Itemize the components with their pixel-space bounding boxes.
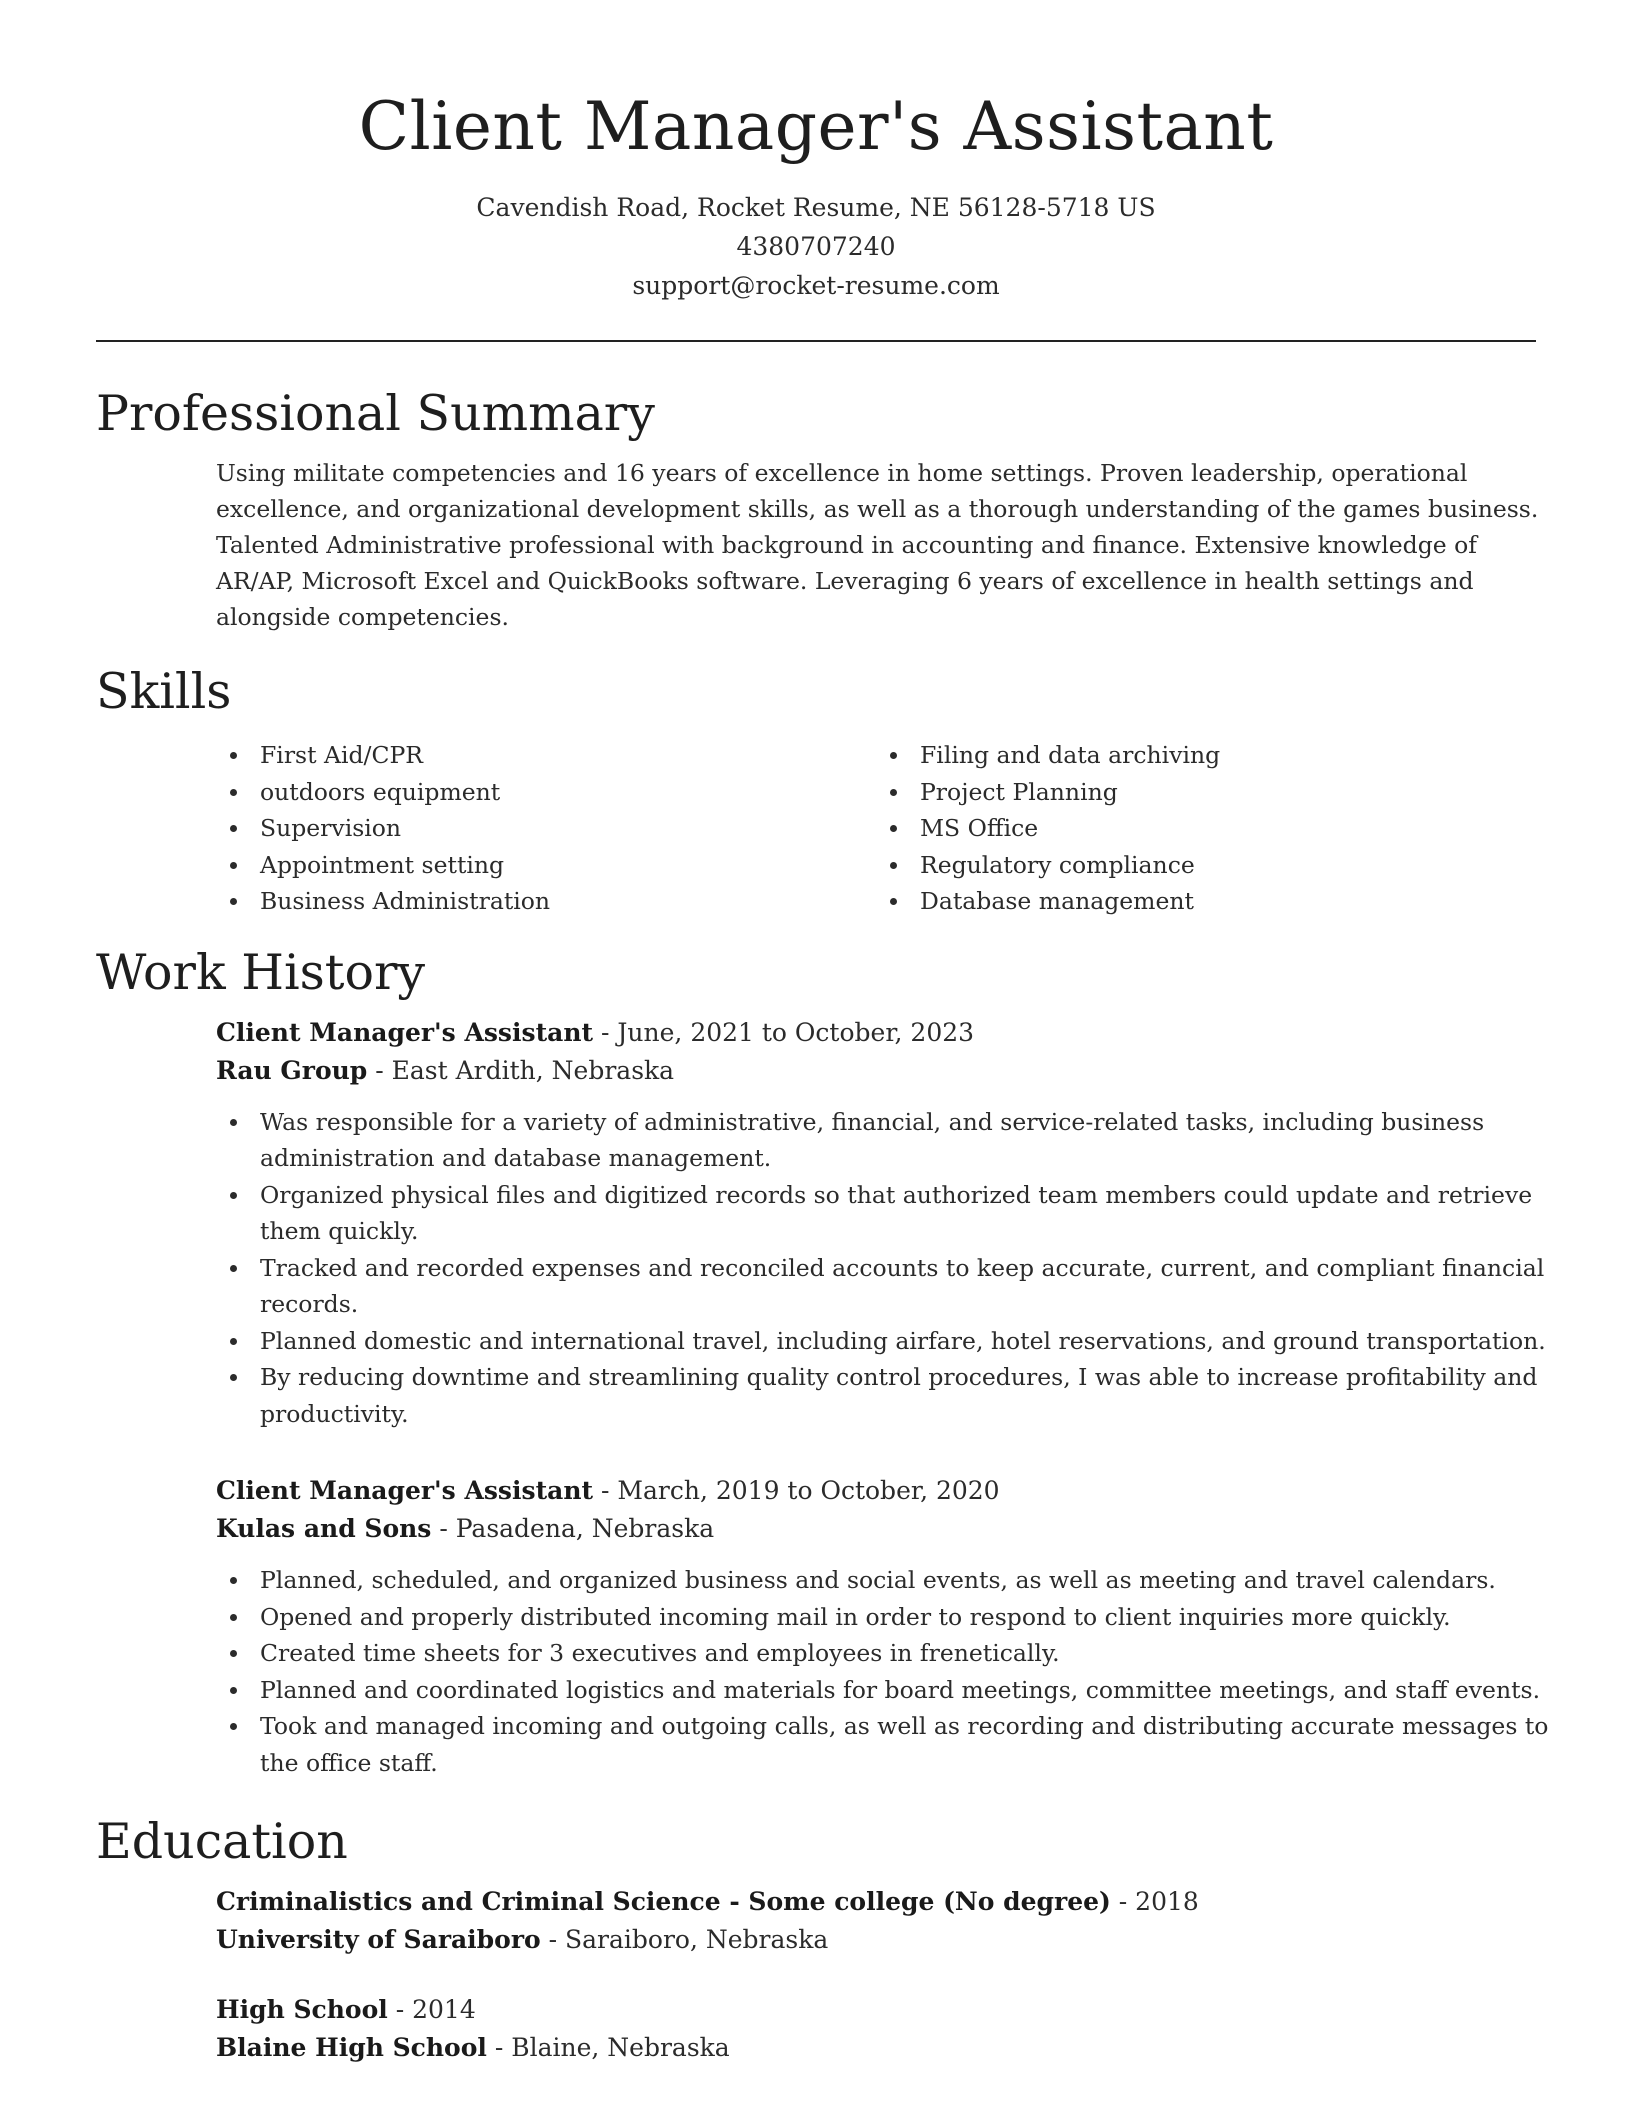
- job-bullet: Planned, scheduled, and organized business and social events, as well as meeting and travel calendars.: [260, 1562, 1550, 1599]
- skills-heading: Skills: [96, 663, 232, 720]
- job-entry: [216, 1472, 1549, 1781]
- job-role: Client Manager's Assistant: [216, 1476, 594, 1505]
- job-dates: - March, 2019 to October, 2020: [593, 1476, 1000, 1505]
- degree: High School: [216, 1995, 388, 2024]
- skills-column-left: [216, 737, 876, 920]
- education-entry: [216, 1991, 1536, 2067]
- graduation-year: - 2014: [387, 1995, 476, 2024]
- school-name: University of Saraiboro: [216, 1925, 541, 1954]
- job-location: - Pasadena, Nebraska: [431, 1514, 715, 1543]
- skill-item: Regulatory compliance: [920, 847, 1536, 884]
- job-dates: - June, 2021 to October, 2023: [593, 1017, 975, 1047]
- skill-item: Supervision: [260, 810, 876, 847]
- job-bullet: Opened and properly distributed incoming mail in order to respond to client inquiries more quickly.: [260, 1599, 1550, 1636]
- job-location: - East Ardith, Nebraska: [367, 1055, 675, 1085]
- skill-item: Filing and data archiving: [920, 737, 1536, 774]
- job-title-line: [216, 1472, 1536, 1510]
- work-history-heading: Work History: [96, 943, 426, 1001]
- skill-item: outdoors equipment: [260, 774, 876, 811]
- school-line: [216, 2029, 1536, 2067]
- school-location: - Blaine, Nebraska: [486, 2033, 730, 2062]
- job-role: Client Manager's Assistant: [216, 1017, 594, 1047]
- school-line: [216, 1921, 1536, 1959]
- contact-block: [96, 188, 1536, 305]
- job-bullet: Planned and coordinated logistics and materials for board meetings, committee meetings, and staff events.: [260, 1672, 1550, 1709]
- job-bullet: Tracked and recorded expenses and reconciled accounts to keep accurate, current, and compliant financial records.: [260, 1250, 1550, 1323]
- graduation-year: - 2018: [1110, 1887, 1199, 1916]
- phone: 4380707240: [736, 232, 896, 261]
- skill-item: First Aid/CPR: [260, 737, 876, 774]
- job-bullet: Took and managed incoming and outgoing calls, as well as recording and distributing accurate messages to the office staff.: [260, 1708, 1550, 1781]
- header-divider: [96, 340, 1536, 342]
- skills-column-right: [876, 737, 1536, 920]
- address: Cavendish Road, Rocket Resume, NE 56128-5718 US: [476, 193, 1156, 222]
- skill-item: Business Administration: [260, 883, 876, 920]
- job-company-line: [216, 1052, 1536, 1090]
- resume-page: [96, 0, 1549, 2067]
- degree: Criminalistics and Criminal Science - Some college (No degree): [216, 1887, 1111, 1916]
- skills-list: [216, 737, 1536, 920]
- job-bullet: By reducing downtime and streamlining quality control procedures, I was able to increase profitability and productivity.: [260, 1359, 1550, 1432]
- school-name: Blaine High School: [216, 2033, 487, 2062]
- job-bullets: [216, 1562, 1550, 1781]
- job-bullet: Created time sheets for 3 executives and employees in frenetically.: [260, 1635, 1550, 1672]
- education-heading: Education: [96, 1813, 348, 1870]
- job-title-line: [216, 1014, 1536, 1052]
- skill-item: Database management: [920, 883, 1536, 920]
- skill-item: Project Planning: [920, 774, 1536, 811]
- school-location: - Saraiboro, Nebraska: [540, 1925, 829, 1954]
- job-entry: [216, 1014, 1546, 1433]
- education-entry: [216, 1883, 1536, 1959]
- skill-item: MS Office: [920, 810, 1536, 847]
- skill-item: Appointment setting: [260, 847, 876, 884]
- job-company-line: [216, 1510, 1536, 1548]
- job-bullet: Organized physical files and digitized records so that authorized team members could update and retrieve them quickly.: [260, 1177, 1550, 1250]
- job-company: Kulas and Sons: [216, 1514, 432, 1543]
- email: support@rocket-resume.com: [632, 271, 1000, 300]
- job-bullets: [216, 1104, 1550, 1433]
- job-company: Rau Group: [216, 1055, 368, 1085]
- candidate-name: Client Manager's Assistant: [358, 88, 1274, 165]
- job-bullet: Was responsible for a variety of administrative, financial, and service-related tasks, including business administration and database management.: [260, 1104, 1550, 1177]
- summary-heading: Professional Summary: [96, 385, 655, 442]
- degree-line: [216, 1991, 1536, 2029]
- summary-text: Using militate competencies and 16 years of excellence in home settings. Proven leadership, operational excellence, and organizational development skills, as well as a thorough understanding of the games business. Talented Administrative professional with background in accounting and finance. Extensive knowledge of AR/AP, Microsoft Excel and QuickBooks software. Leveraging 6 years of excellence in health settings and alongside competencies.: [216, 459, 1539, 631]
- degree-line: [216, 1883, 1536, 1921]
- job-bullet: Planned domestic and international travel, including airfare, hotel reservations, and ground transportation.: [260, 1323, 1550, 1360]
